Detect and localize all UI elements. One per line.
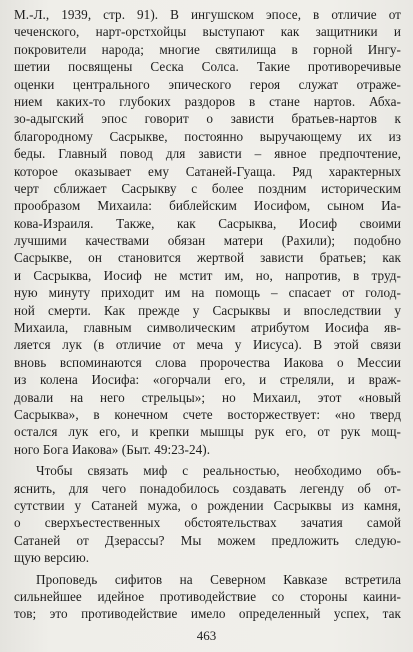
text-line: Михаила, главным символическим атрибутом Иосифа яв-	[14, 320, 401, 336]
text-line: зо-адыгский эпос говорит о зависти братьев-нартов к	[14, 111, 401, 127]
text-line: прообразом Михаила: библейским Иосифом, сыном Иа-	[14, 198, 401, 214]
text-line: Проповедь сифитов на Северном Кавказе встретила	[36, 571, 401, 587]
text-line: щую версию.	[14, 550, 90, 566]
text-line: вновь вспоминаются слова пророчества Иакова о Мессии	[14, 354, 401, 370]
text-line: черт сближает Сасрыкву с более поздним историческим	[14, 180, 401, 196]
text-line: яснить, для чего понадобилось создавать легенду об от-	[14, 480, 401, 496]
text-line: лучшими качествами обязан матери (Рахили); подобно	[14, 233, 401, 249]
text-line: ной смерти. Как прежде у Сасрыквы и впоследствии у	[14, 302, 401, 318]
text-line: и Сасрыква, Иосиф не мстит им, но, напротив, в труд-	[14, 267, 401, 283]
text-line: М.-Л., 1939, стр. 91). В ингушском эпосе, в отличие от	[14, 7, 401, 22]
text-line: о сверхъестественных обстоятельствах зачатия самой	[14, 515, 401, 531]
text-line: ляется лук (в отличие от меча у Иисуса). В этой связи	[14, 337, 401, 353]
text-line: шетии посвящены Сеска Солса. Такие противоречивые	[14, 59, 401, 75]
paragraph-3	[14, 571, 401, 623]
text-line: нием каких-то глубоких раздоров в стане нартов. Абха-	[14, 93, 401, 109]
text-line: ную минуту приходит им на помощь – спасает от голод-	[14, 285, 401, 301]
text-line: оценки центрального эпического героя служат отраже-	[14, 76, 401, 92]
text-line: благородному Сасрыкве, постоянно выручающему их из	[14, 128, 401, 144]
text-line: кова-Израиля. Также, как Сасрыква, Иосиф своими	[14, 215, 401, 231]
text-line: сильнейшее идейное противодействие со стороны каини-	[14, 588, 401, 604]
text-line: остался лук его, и крепки мышцы рук его, от рук мощ-	[14, 424, 401, 440]
text-line: Чтобы связать миф с реальностью, необходимо объ-	[36, 463, 401, 479]
text-line: которое оказывает ему Сатаней-Гуаща. Ряд характерных	[14, 163, 401, 179]
text-line: чеченского, нарт-орстхойцы выступают как защитники и	[14, 24, 401, 40]
text-line: беды. Главный повод для зависти – явное предпочтение,	[14, 146, 401, 162]
text-line: покровители народа; многие святилища в горной Ингу-	[14, 41, 401, 57]
text-line: из колена Иосифа: «огорчали его, и стреляли, и враж-	[14, 372, 401, 388]
text-line: тов; это противодействие имело определенный успех, так	[14, 606, 401, 622]
text-line: Сасрыква», в конечном счете восторжествует: «но тверд	[14, 406, 401, 422]
text-line: ного Бога Иакова» (Быт. 49:23-24).	[14, 441, 211, 457]
page-number: 463	[196, 628, 217, 643]
paragraph-1	[14, 6, 401, 458]
paragraph-2	[14, 462, 401, 566]
text-line: сутствии у Сатаней мужа, о рождении Сасрыквы из камня,	[14, 497, 401, 513]
text-line: Сасрыкве, он становится жертвой зависти братьев; как	[14, 250, 401, 266]
text-line: довали на него стрельцы»; но Михаил, этот «новый	[14, 389, 401, 405]
text-line: Сатаней от Дзерассы? Мы можем предложить следую-	[14, 532, 401, 548]
